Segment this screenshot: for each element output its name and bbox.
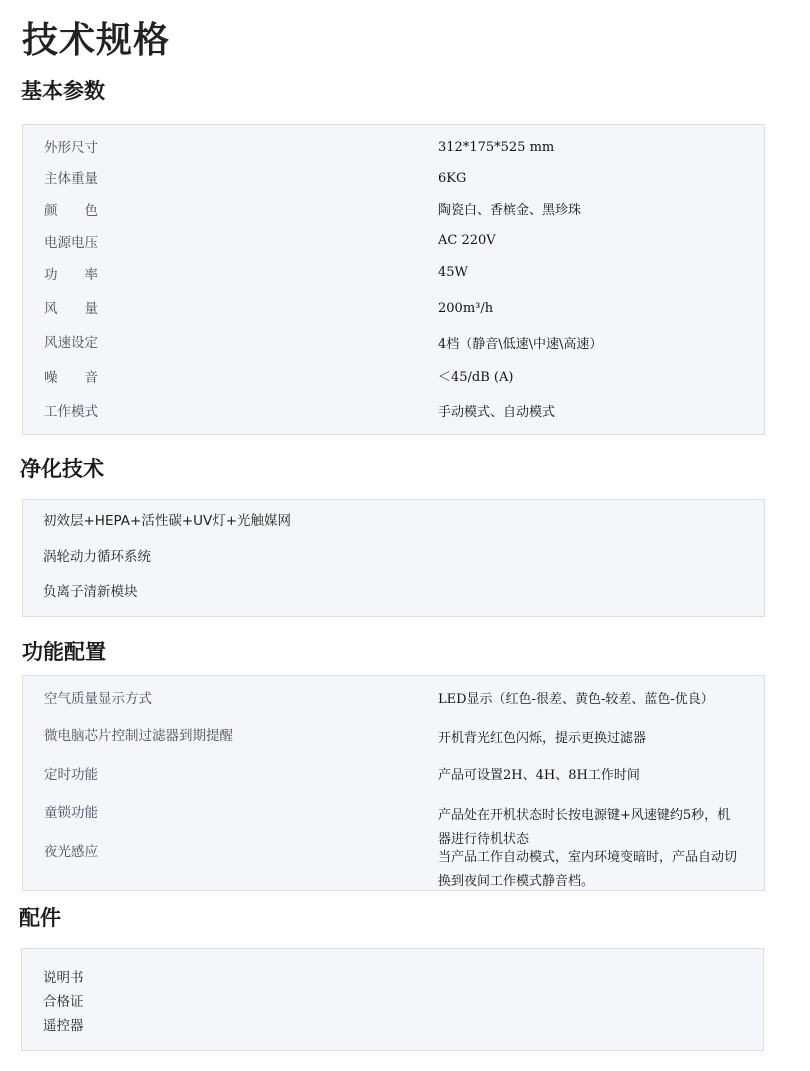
row-label: 工作模式: [44, 404, 98, 420]
row-value: AC 220V: [438, 233, 496, 248]
row-value: 312*175*525 mm: [438, 140, 555, 155]
row-value: 6KG: [438, 171, 467, 186]
list-item: 遥控器: [43, 1018, 84, 1034]
accessories-panel: [21, 948, 764, 1051]
row-label: 微电脑芯片控制过滤器到期提醒: [44, 728, 233, 744]
row-value: 产品可设置2H、4H、8H工作时间: [438, 768, 640, 783]
row-value: 45W: [438, 265, 468, 280]
row-value: 开机背光红色闪烁，提示更换过滤器: [438, 731, 647, 746]
row-label: 风速设定: [44, 335, 98, 351]
row-label: 主体重量: [44, 171, 98, 187]
row-value: 陶瓷白、香槟金、黑珍珠: [438, 203, 582, 218]
row-value: ＜45/dB (A): [438, 370, 514, 385]
row-label: 夜光感应: [44, 844, 98, 860]
purify-panel: [22, 499, 765, 617]
row-value: 当产品工作自动模式，室内环境变暗时，产品自动切换到夜间工作模式静音档。: [438, 850, 738, 889]
page-title: 技术规格: [22, 20, 171, 61]
row-value: 200m³/h: [438, 301, 494, 316]
row-label: 噪 音: [44, 370, 98, 386]
list-item: 说明书: [43, 970, 84, 986]
row-value: 手动模式、自动模式: [438, 405, 556, 420]
row-label: 空气质量显示方式: [44, 691, 152, 707]
functions-panel: [22, 675, 765, 891]
row-label: 风 量: [44, 301, 98, 317]
row-label: 定时功能: [44, 767, 98, 783]
basic-params-panel: [22, 124, 765, 435]
section-title-purify: 净化技术: [20, 457, 104, 481]
list-item: 涡轮动力循环系统: [43, 549, 151, 565]
row-label: 外形尺寸: [44, 140, 98, 156]
section-title-basic: 基本参数: [21, 79, 105, 103]
row-label: 功 率: [44, 267, 98, 283]
row-value: 4档（静音\低速\中速\高速）: [438, 337, 603, 352]
row-value: LED显示（红色-很差、黄色-较差、蓝色-优良）: [438, 692, 714, 707]
list-item: 初效层+HEPA+活性碳+UV灯+光触媒网: [43, 513, 292, 529]
section-title-accessories: 配件: [19, 906, 61, 930]
row-label: 颜 色: [44, 203, 98, 219]
row-value: 产品处在开机状态时长按电源键+风速键约5秒，机器进行待机状态: [438, 808, 731, 847]
row-label: 电源电压: [44, 235, 98, 251]
list-item: 合格证: [43, 994, 84, 1010]
list-item: 负离子清新模块: [43, 584, 138, 600]
row-label: 童锁功能: [44, 805, 98, 821]
section-title-functions: 功能配置: [22, 640, 106, 664]
